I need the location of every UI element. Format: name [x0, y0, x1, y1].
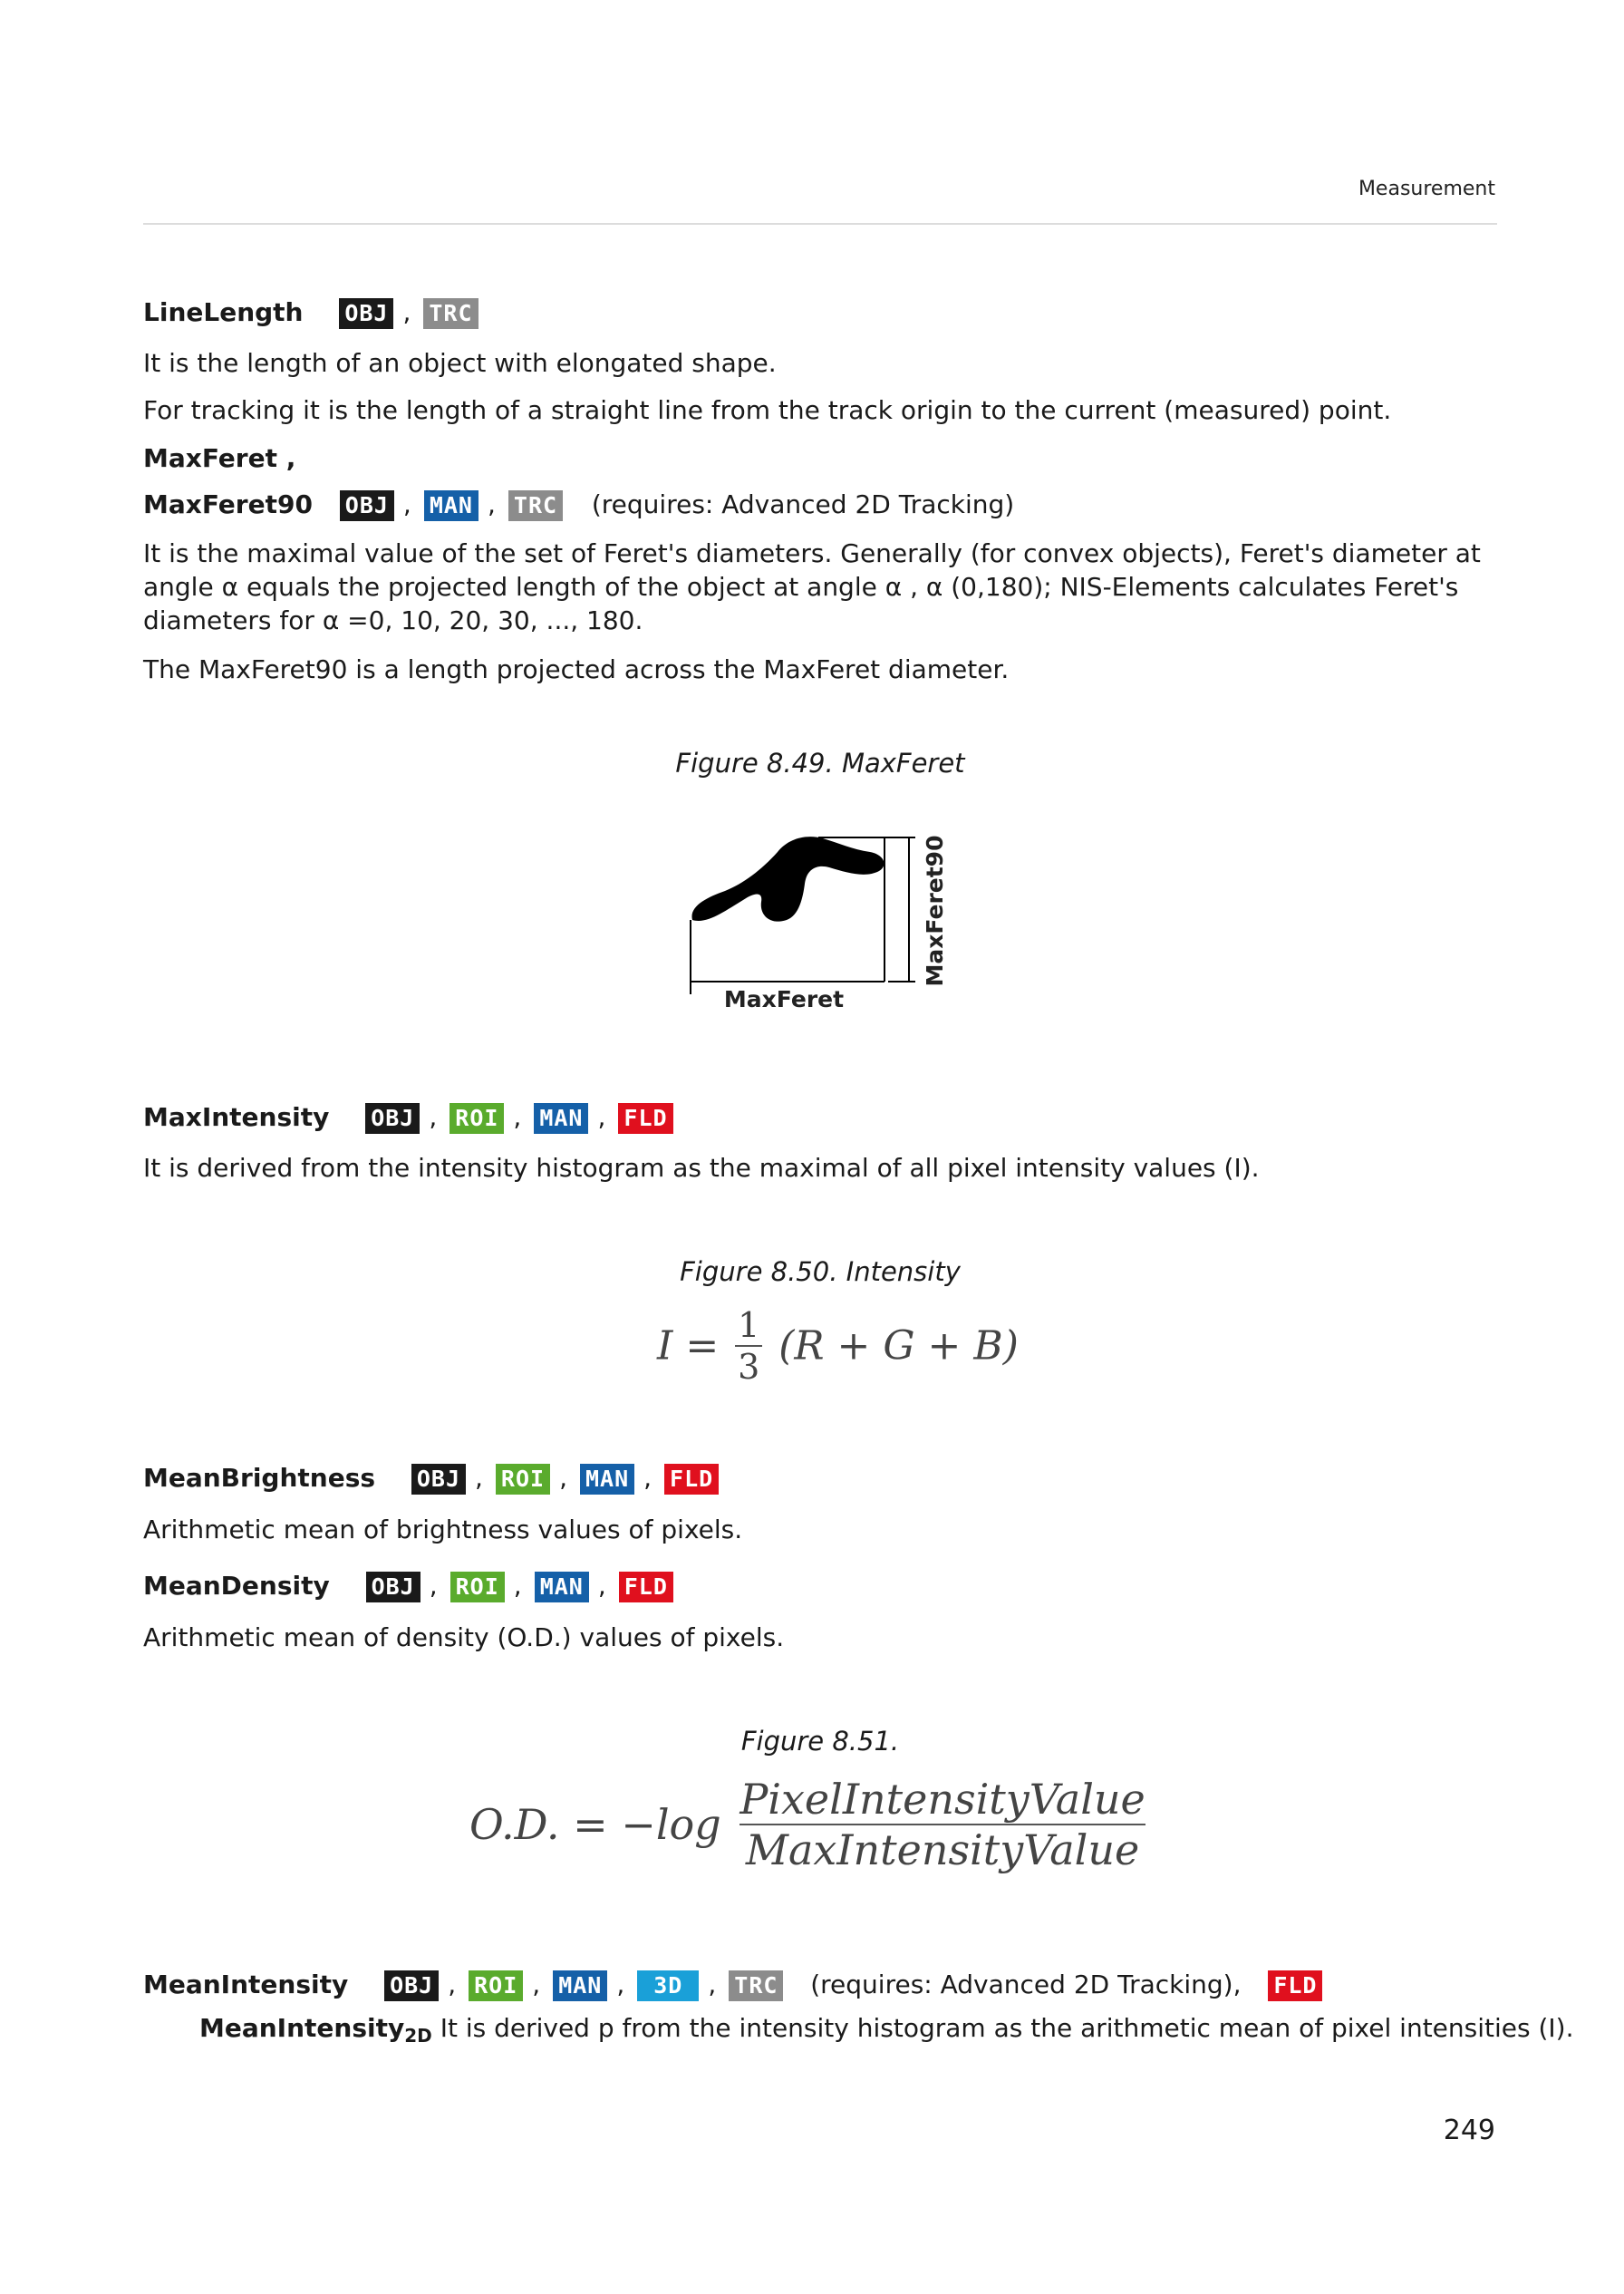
line-length-description: It is the length of an object with elongated shape. — [143, 348, 777, 378]
tag-obj: OBJ — [384, 1970, 439, 2001]
separator: , — [616, 1970, 625, 1999]
formula-numerator: 1 — [738, 1305, 760, 1345]
separator: , — [513, 1102, 522, 1132]
formula-numerator: PixelIntensityValue — [740, 1775, 1146, 1824]
figure-caption-8-49: Figure 8.49. MaxFeret — [675, 748, 965, 779]
entry-max-feret90-heading — [143, 489, 1014, 521]
tag-fld: FLD — [619, 1572, 673, 1602]
separator: , — [513, 1571, 522, 1601]
formula-rhs: (R + G + B) — [778, 1322, 1019, 1370]
tag-trc: TRC — [729, 1970, 783, 2001]
entry-mean-intensity-heading — [143, 1969, 1324, 2001]
separator: , — [429, 1571, 438, 1601]
tag-fld: FLD — [664, 1464, 719, 1495]
mean-intensity-2d-line — [199, 2012, 1574, 2052]
separator: , — [402, 297, 411, 327]
separator: , — [708, 1970, 717, 1999]
entry-line-length-heading — [143, 296, 480, 329]
tag-obj: OBJ — [366, 1572, 420, 1602]
tag-fld: FLD — [618, 1103, 672, 1134]
optical-density-formula — [469, 1775, 1146, 1874]
figure-caption-8-50: Figure 8.50. Intensity — [680, 1256, 961, 1287]
separator: , — [448, 1970, 457, 1999]
separator: , — [597, 1102, 606, 1132]
separator: , — [487, 489, 496, 519]
term-mean-intensity-2d — [199, 2013, 432, 2047]
header-rule — [143, 223, 1497, 225]
mean-intensity-description: It is derived p from the intensity histogram as the arithmetic mean of pixel intensities (I). — [440, 2013, 1574, 2043]
term-max-intensity: MaxIntensity — [143, 1102, 330, 1132]
tag-man: MAN — [535, 1572, 589, 1602]
tag-trc: TRC — [508, 490, 563, 521]
tag-fld: FLD — [1268, 1970, 1322, 2001]
tag-obj: OBJ — [339, 298, 393, 329]
term-mean-intensity-2d-text: MeanIntensity — [199, 2013, 405, 2043]
term-max-feret90: MaxFeret90 — [143, 489, 313, 519]
max-feret-description: It is the maximal value of the set of Feret's diameters. Generally (for convex objects), Feret's diameter at angle α equals the projected length of the object at angle α , α (0,180); NIS-Elements calculates Feret's diameters for α =0, 10, 20, 30, ..., 180. — [143, 538, 1481, 635]
line-length-tracking-description: For tracking it is the length of a straight line from the track origin to the current (measured) point. — [143, 395, 1392, 425]
tag-man: MAN — [553, 1970, 607, 2001]
term-max-feret: MaxFeret , — [143, 443, 296, 473]
formula-fraction — [735, 1305, 762, 1387]
tag-trc: TRC — [423, 298, 478, 329]
term-mean-brightness: MeanBrightness — [143, 1463, 376, 1493]
max-feret90-description: The MaxFeret90 is a length projected across the MaxFeret diameter. — [143, 654, 1010, 684]
maxferet90-label: MaxFeret90 — [922, 835, 948, 987]
tag-roi: ROI — [450, 1572, 505, 1602]
tag-man: MAN — [580, 1464, 634, 1495]
tag-obj: OBJ — [411, 1464, 466, 1495]
tag-obj: OBJ — [340, 490, 394, 521]
entry-max-intensity-heading — [143, 1101, 675, 1134]
figure-caption-8-51: Figure 8.51. — [740, 1726, 900, 1757]
entry-mean-density-heading — [143, 1570, 675, 1602]
tag-3d: 3D — [637, 1970, 699, 2001]
page-number: 249 — [1443, 2115, 1495, 2146]
separator: , — [643, 1463, 652, 1493]
tag-man: MAN — [534, 1103, 588, 1134]
requires-note: (requires: Advanced 2D Tracking), — [810, 1970, 1242, 1999]
object-shape — [691, 837, 884, 922]
tag-roi: ROI — [496, 1464, 550, 1495]
tag-roi: ROI — [450, 1103, 504, 1134]
requires-note: (requires: Advanced 2D Tracking) — [591, 489, 1015, 519]
formula-lhs: I = — [657, 1322, 720, 1370]
separator: , — [402, 489, 411, 519]
entry-max-feret-heading — [143, 442, 295, 475]
separator: , — [532, 1970, 541, 1999]
mean-density-description: Arithmetic mean of density (O.D.) values of pixels. — [143, 1622, 785, 1652]
entry-mean-brightness-heading — [143, 1462, 720, 1495]
separator: , — [559, 1463, 567, 1493]
term-mean-density: MeanDensity — [143, 1571, 330, 1601]
mean-brightness-description: Arithmetic mean of brightness values of pixels. — [143, 1515, 743, 1544]
formula-denominator: 3 — [738, 1347, 760, 1387]
term-line-length: LineLength — [143, 297, 304, 327]
maxferet-label: MaxFeret — [723, 986, 845, 1012]
formula-fraction — [740, 1775, 1145, 1874]
max-feret-diagram — [671, 802, 979, 1024]
tag-obj: OBJ — [365, 1103, 420, 1134]
separator: , — [429, 1102, 438, 1132]
intensity-formula — [657, 1305, 1019, 1387]
term-subscript: 2D — [404, 2025, 432, 2047]
running-header: Measurement — [1358, 178, 1495, 200]
separator: , — [597, 1571, 606, 1601]
separator: , — [475, 1463, 483, 1493]
tag-roi: ROI — [469, 1970, 523, 2001]
formula-denominator: MaxIntensityValue — [745, 1825, 1140, 1874]
max-intensity-description: It is derived from the intensity histogram as the maximal of all pixel intensity values (I). — [143, 1153, 1260, 1183]
tag-man: MAN — [424, 490, 478, 521]
term-mean-intensity: MeanIntensity — [143, 1970, 349, 1999]
formula-lhs: O.D. = −log — [469, 1800, 721, 1849]
